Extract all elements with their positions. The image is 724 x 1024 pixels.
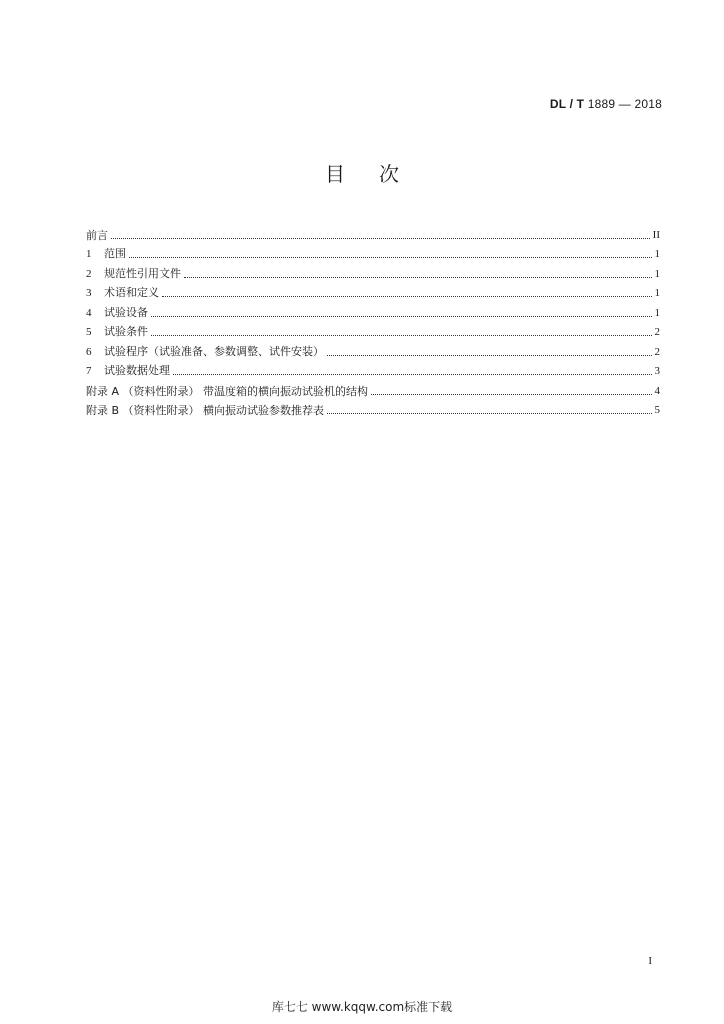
toc-leader-dots bbox=[371, 393, 651, 395]
toc-leader-dots bbox=[151, 334, 652, 336]
toc-entry-text: 前言 bbox=[86, 228, 108, 242]
toc-entry-text: 规范性引用文件 bbox=[104, 266, 181, 280]
toc-leader-dots bbox=[184, 276, 652, 278]
toc-entry-label bbox=[86, 364, 170, 378]
toc-leader-dots bbox=[111, 237, 650, 239]
toc-entry-label bbox=[86, 286, 159, 300]
page-title: 目次 bbox=[325, 162, 433, 186]
table-of-contents bbox=[86, 222, 660, 417]
toc-leader-dots bbox=[151, 315, 652, 317]
toc-entry-text: 范围 bbox=[104, 247, 126, 260]
toc-entry[interactable] bbox=[86, 300, 660, 320]
toc-entry[interactable] bbox=[86, 242, 660, 262]
toc-entry-number: 7 bbox=[86, 365, 92, 377]
toc-entry-page: 4 bbox=[654, 384, 660, 397]
toc-entry-number: 6 bbox=[86, 345, 92, 358]
toc-entry-page: 1 bbox=[654, 248, 660, 260]
standard-header bbox=[550, 97, 662, 111]
toc-entry[interactable] bbox=[86, 281, 660, 301]
toc-entry[interactable] bbox=[86, 339, 660, 359]
watermark-text: 库七七 www.kqqw.com标准下载 bbox=[271, 1000, 453, 1014]
toc-entry-text: 试验设备 bbox=[104, 305, 148, 319]
toc-entry-page: II bbox=[652, 228, 660, 241]
toc-entry-page: 1 bbox=[654, 267, 660, 280]
toc-entry-page: 1 bbox=[654, 287, 660, 299]
toc-entry-page: 3 bbox=[654, 365, 660, 377]
toc-entry-page: 2 bbox=[654, 326, 660, 338]
toc-entry[interactable] bbox=[86, 359, 660, 379]
toc-entry-label bbox=[86, 345, 324, 359]
toc-entry-label bbox=[86, 229, 108, 242]
toc-entry[interactable] bbox=[86, 222, 660, 242]
toc-entry[interactable] bbox=[86, 261, 660, 281]
toc-entry-number: 4 bbox=[86, 306, 92, 319]
toc-leader-dots bbox=[327, 412, 651, 414]
toc-entry-text: 术语和定义 bbox=[104, 286, 159, 299]
toc-entry-page: 2 bbox=[654, 345, 660, 358]
toc-entry[interactable] bbox=[86, 320, 660, 340]
toc-entry-text: 附录 B （资料性附录） 横向振动试验参数推荐表 bbox=[86, 404, 325, 417]
toc-entry-label bbox=[86, 267, 181, 281]
toc-entry-text: 试验条件 bbox=[104, 325, 148, 338]
toc-entry-label bbox=[86, 247, 126, 261]
toc-leader-dots bbox=[129, 256, 652, 258]
toc-entry-label bbox=[86, 404, 324, 417]
toc-leader-dots bbox=[162, 295, 652, 297]
toc-entry-text: 试验程序（试验准备、参数调整、试件安装） bbox=[104, 344, 324, 358]
toc-entry-text: 附录 A （资料性附录） 带温度箱的横向振动试验机的结构 bbox=[86, 384, 369, 398]
toc-entry[interactable] bbox=[86, 398, 660, 418]
toc-entry-page: 5 bbox=[654, 404, 660, 416]
page-number: I bbox=[648, 955, 652, 967]
toc-entry-number: 2 bbox=[86, 267, 92, 280]
toc-entry-text: 试验数据处理 bbox=[104, 364, 170, 377]
toc-leader-dots bbox=[173, 373, 652, 375]
toc-entry[interactable] bbox=[86, 378, 660, 398]
toc-entry-number: 5 bbox=[86, 326, 92, 338]
toc-entry-number: 3 bbox=[86, 287, 92, 299]
toc-entry-label bbox=[86, 325, 148, 339]
toc-entry-label bbox=[86, 385, 368, 398]
toc-leader-dots bbox=[327, 354, 652, 356]
toc-entry-number: 1 bbox=[86, 248, 92, 260]
standard-number: 1889 — 2018 bbox=[587, 97, 662, 111]
standard-code: DL / T bbox=[549, 97, 585, 111]
toc-entry-page: 1 bbox=[654, 306, 660, 319]
toc-entry-label bbox=[86, 306, 148, 320]
